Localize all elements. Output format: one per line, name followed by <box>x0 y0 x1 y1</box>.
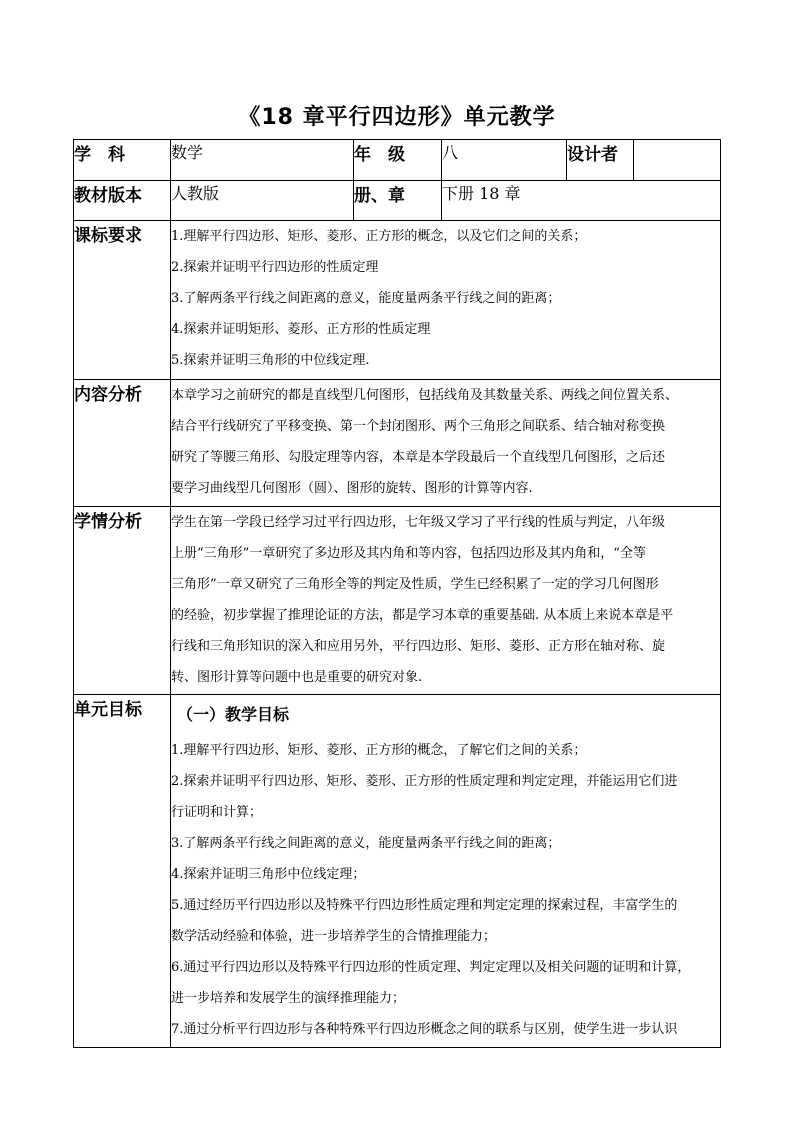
content-analysis-row <box>74 380 721 507</box>
content-line: 研究了等腰三角形、勾股定理等内容，本章是本学段最后一个直线型几何图形，之后还 <box>171 450 666 465</box>
document-title: 《18 章平行四边形》单元教学 <box>238 105 556 130</box>
subject-value: 数学 <box>171 140 354 181</box>
curriculum-item: 3.了解两条平行线之间距离的意义，能度量两条平行线之间的距离； <box>171 291 561 306</box>
goal-line: 1.理解平行四边形、矩形、菱形、正方形的概念，了解它们之间的关系； <box>171 743 587 758</box>
info-row-subject <box>74 140 721 181</box>
designer-label: 设计者 <box>567 140 634 181</box>
grade-label: 年 级 <box>354 140 442 181</box>
goals-subheading: （一）教学目标 <box>177 705 290 724</box>
edition-label: 教材版本 <box>74 181 171 221</box>
goal-line: 数学活动经验和体验，进一步培养学生的合情推理能力； <box>171 929 497 944</box>
curriculum-item: 5.探索并证明三角形的中位线定理. <box>171 353 370 368</box>
curriculum-label: 课标要求 <box>74 221 171 380</box>
grade-value: 八 <box>442 140 567 181</box>
goal-line: 进一步培养和发展学生的演绎推理能力； <box>171 991 406 1006</box>
content-line: 要学习曲线型几何图形（圆）、图形的旋转、图形的计算等内容. <box>171 481 533 496</box>
content-analysis-label: 内容分析 <box>74 380 171 507</box>
goal-line: 6.通过平行四边形以及特殊平行四边形的性质定理、判定定理以及相关问题的证明和计算， <box>171 960 691 975</box>
curriculum-row <box>74 221 721 380</box>
info-row-edition <box>74 181 721 221</box>
unit-goals-text <box>171 695 721 1048</box>
goal-line: 2.探索并证明平行四边形、矩形、菱形、正方形的性质定理和判定定理，并能运用它们进 <box>171 774 678 789</box>
student-analysis-text <box>171 507 721 695</box>
student-line: 上册“三角形”一章研究了多边形及其内角和等内容，包括四边形及其内角和，“全等 <box>171 546 646 561</box>
student-line: 行线和三角形知识的深入和应用另外，平行四边形、矩形、菱形、正方形在轴对称、旋 <box>171 639 666 654</box>
curriculum-item: 4.探索并证明矩形、菱形、正方形的性质定理 <box>171 322 431 337</box>
content-line: 本章学习之前研究的都是直线型几何图形，包括线角及其数量关系、两线之间位置关系、 <box>171 388 679 403</box>
content-analysis-text <box>171 380 721 507</box>
goal-line: 5.通过经历平行四边形以及特殊平行四边形性质定理和判定定理的探索过程，丰富学生的 <box>171 898 678 913</box>
student-analysis-row <box>74 507 721 695</box>
subject-label: 学 科 <box>74 140 171 181</box>
student-line: 的经验，初步掌握了推理论证的方法，都是学习本章的重要基础. 从本质上来说本章是平 <box>171 608 674 623</box>
goal-line: 3.了解两条平行线之间距离的意义，能度量两条平行线之间的距离； <box>171 836 561 851</box>
student-line: 转、图形计算等问题中也是重要的研究对象. <box>171 670 423 685</box>
volume-value: 下册 18 章 <box>442 181 721 221</box>
designer-value <box>634 140 721 181</box>
content-line: 结合平行线研究了平移变换、第一个封闭图形、两个三角形之间联系、结合轴对称变换 <box>171 419 666 434</box>
goal-line: 4.探索并证明三角形中位线定理； <box>171 867 366 882</box>
goal-line: 7.通过分析平行四边形与各种特殊平行四边形概念之间的联系与区别，使学生进一步认识 <box>171 1022 678 1037</box>
volume-label: 册、章 <box>354 181 442 221</box>
student-analysis-label: 学情分析 <box>74 507 171 695</box>
curriculum-item: 2.探索并证明平行四边形的性质定理 <box>171 260 379 275</box>
curriculum-requirements <box>171 221 721 380</box>
unit-goals-label: 单元目标 <box>74 695 171 1048</box>
goal-line: 行证明和计算； <box>171 805 263 820</box>
student-line: 三角形”一章又研究了三角形全等的判定及性质，学生已经积累了一定的学习几何图形 <box>171 577 659 592</box>
student-line: 学生在第一学段已经学习过平行四边形，七年级又学习了平行线的性质与判定，八年级 <box>171 515 666 530</box>
edition-value: 人教版 <box>171 181 354 221</box>
unit-plan-table <box>73 139 721 1048</box>
curriculum-item: 1.理解平行四边形、矩形、菱形、正方形的概念，以及它们之间的关系； <box>171 229 587 244</box>
unit-goals-row <box>74 695 721 1048</box>
